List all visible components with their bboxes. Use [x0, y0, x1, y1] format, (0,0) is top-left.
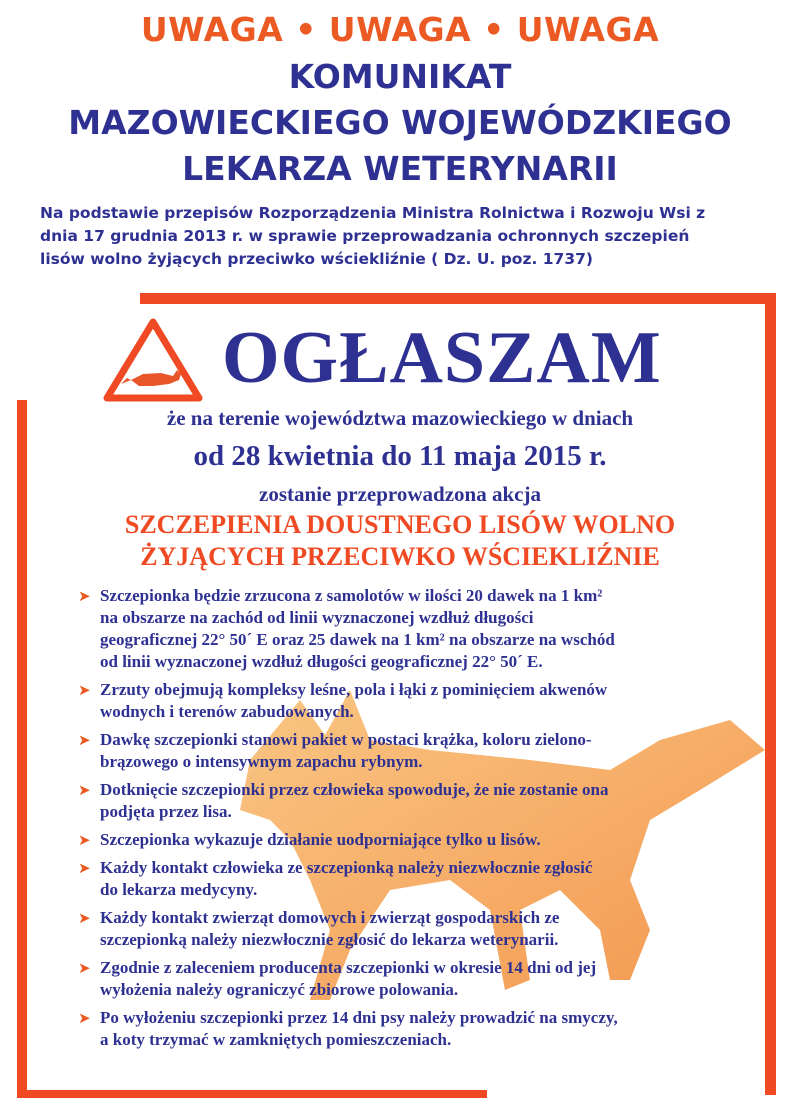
intro-paragraph: [40, 202, 765, 271]
title-line-1: KOMUNIKAT: [288, 57, 512, 96]
announcement-line-1: że na terenie województwa mazowieckiego w dniach: [166, 406, 634, 430]
uwaga-heading: UWAGA • UWAGA • UWAGA: [140, 10, 660, 49]
list-item: [78, 1007, 758, 1051]
list-item: [78, 679, 758, 723]
title-line-2: MAZOWIECKIEGO WOJEWÓDZKIEGO: [68, 103, 732, 142]
chevron-right-icon: ➤: [78, 731, 91, 749]
warning-triangle-fox-icon: [103, 318, 203, 402]
announcement-dates: od 28 kwietnia do 11 maja 2015 r.: [193, 440, 607, 472]
list-item: [78, 907, 758, 951]
list-item: [78, 957, 758, 1001]
chevron-right-icon: ➤: [78, 909, 91, 927]
chevron-right-icon: ➤: [78, 681, 91, 699]
chevron-right-icon: ➤: [78, 781, 91, 799]
bullet-list: [78, 585, 758, 1057]
list-item: [78, 779, 758, 823]
list-item-text: Szczepionka wykazuje działanie uodporniające tylko u lisów.: [100, 830, 541, 849]
announcement-line-3: zostanie przeprowadzona akcja: [259, 482, 541, 506]
chevron-right-icon: ➤: [78, 1009, 91, 1027]
list-item-text: Szczepionka będzie zrzucona z samolotów w ilości 20 dawek na 1 km² na obszarze na zachód od linii wyznaczonej wzdłuż długości geograficznej 22° 50´ E oraz 25 dawek na 1 km² na obszarze na wschód od linii wyznaczonej wzdłuż długości geograficznej 22° 50´ E.: [100, 586, 615, 671]
list-item-text: Każdy kontakt zwierząt domowych i zwierząt gospodarskich ze szczepionką należy niezwłocznie zgłosić do lekarza weterynarii.: [100, 908, 560, 949]
list-item-text: Dotknięcie szczepionki przez człowieka spowoduje, że nie zostanie ona podjęta przez lisa.: [100, 780, 609, 821]
list-item-text: Każdy kontakt człowieka ze szczepionką należy niezwłocznie zgłosić do lekarza medycyny.: [100, 858, 593, 899]
list-item: [78, 857, 758, 901]
list-item: [78, 585, 758, 673]
chevron-right-icon: ➤: [78, 959, 91, 977]
list-item-text: Po wyłożeniu szczepionki przez 14 dni psy należy prowadzić na smyczy, a koty trzymać w zamkniętych pomieszczeniach.: [100, 1008, 618, 1049]
list-item: [78, 829, 758, 851]
action-title-line-1: SZCZEPIENIA DOUSTNEGO LISÓW WOLNO: [124, 510, 676, 539]
action-title-line-2: ŻYJĄCYCH PRZECIWKO WŚCIEKLIŹNIE: [140, 542, 660, 571]
frame-top: [140, 293, 776, 304]
list-item-text: Zgodnie z zaleceniem producenta szczepionki w okresie 14 dni od jej wyłożenia należy ograniczyć zbiorowe polowania.: [100, 958, 597, 999]
chevron-right-icon: ➤: [78, 587, 91, 605]
list-item: [78, 729, 758, 773]
title-line-3: LEKARZA WETERYNARII: [182, 149, 618, 188]
chevron-right-icon: ➤: [78, 831, 91, 849]
intro-line: lisów wolno żyjących przeciwko wściekliźnie ( Dz. U. poz. 1737): [40, 250, 593, 268]
intro-line: Na podstawie przepisów Rozporządzenia Ministra Rolnictwa i Rozwoju Wsi z: [40, 204, 706, 222]
frame-bottom: [17, 1090, 487, 1098]
list-item-text: Dawkę szczepionki stanowi pakiet w postaci krążka, koloru zielono- brązowego o intensywnym zapachu rybnym.: [100, 730, 592, 771]
headline-oglaszam: OGŁASZAM: [222, 317, 662, 399]
list-item-text: Zrzuty obejmują kompleksy leśne, pola i łąki z pominięciem akwenów wodnych i terenów zabudowanych.: [100, 680, 608, 721]
intro-line: dnia 17 grudnia 2013 r. w sprawie przeprowadzania ochronnych szczepień: [40, 227, 690, 245]
chevron-right-icon: ➤: [78, 859, 91, 877]
